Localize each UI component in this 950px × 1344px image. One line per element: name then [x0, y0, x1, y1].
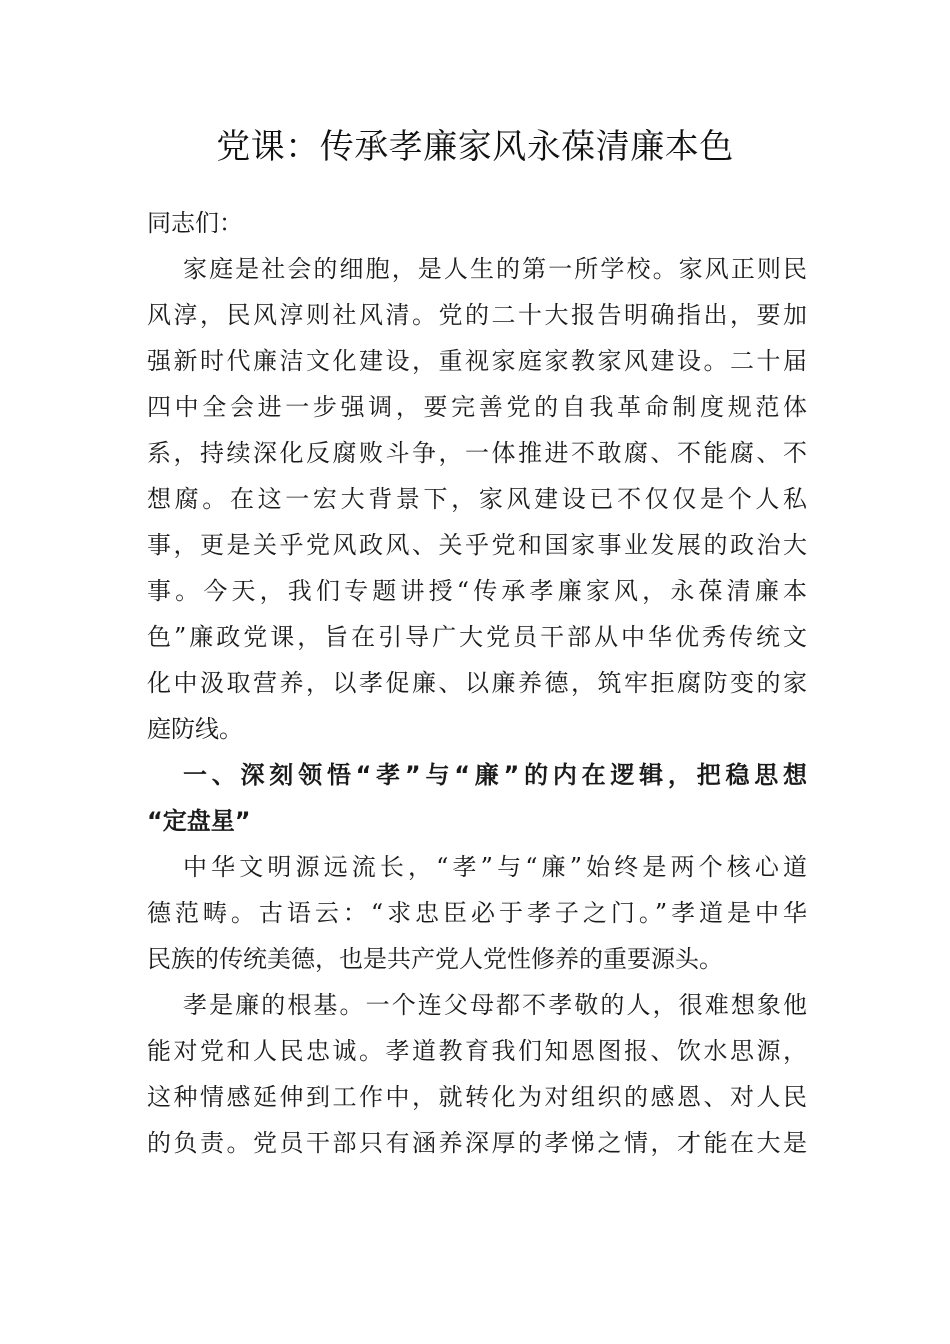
paragraph-line: 庭防线。: [147, 715, 243, 743]
paragraph-line: 这种情感延伸到工作中，就转化为对组织的感恩、对人民: [147, 1083, 807, 1111]
document-body: [147, 200, 807, 1166]
paragraph-line: 同志们：: [147, 209, 243, 237]
paragraph-line: 化中汲取营养，以孝促廉、以廉养德，筑牢拒腐防变的家: [147, 669, 807, 697]
paragraph-line: 德范畴。古语云：“求忠臣必于孝子之门。”孝道是中华: [147, 899, 807, 927]
paragraph-line: 强新时代廉洁文化建设，重视家庭家教家风建设。二十届: [147, 347, 807, 375]
paragraph-line: 民族的传统美德，也是共产党人党性修养的重要源头。: [147, 945, 723, 973]
paragraph-line: 事。今天，我们专题讲授“传承孝廉家风，永葆清廉本: [147, 577, 807, 605]
paragraph-line: 能对党和人民忠诚。孝道教育我们知恩图报、饮水思源，: [147, 1037, 807, 1065]
section-heading-line: 一、深刻领悟“孝”与“廉”的内在逻辑，把稳思想: [183, 761, 807, 789]
paragraph-line: 四中全会进一步强调，要完善党的自我革命制度规范体: [147, 393, 807, 421]
paragraph-line: 色”廉政党课，旨在引导广大党员干部从中华优秀传统文: [147, 623, 807, 651]
paragraph-line: 风淳，民风淳则社风清。党的二十大报告明确指出，要加: [147, 301, 807, 329]
paragraph-line: 家庭是社会的细胞，是人生的第一所学校。家风正则民: [183, 255, 807, 283]
document-title: 党课：传承孝廉家风永葆清廉本色: [216, 127, 734, 167]
paragraph-line: 想腐。在这一宏大背景下，家风建设已不仅仅是个人私: [147, 485, 807, 513]
paragraph-line: 事，更是关乎党风政风、关乎党和国家事业发展的政治大: [147, 531, 807, 559]
paragraph-line: 系，持续深化反腐败斗争，一体推进不敢腐、不能腐、不: [147, 439, 807, 467]
section-heading-line: “定盘星”: [147, 807, 251, 835]
paragraph-line: 孝是廉的根基。一个连父母都不孝敬的人，很难想象他: [183, 991, 807, 1019]
paragraph-line: 中华文明源远流长，“孝”与“廉”始终是两个核心道: [183, 853, 807, 881]
paragraph-line: 的负责。党员干部只有涵养深厚的孝悌之情，才能在大是: [147, 1129, 807, 1157]
